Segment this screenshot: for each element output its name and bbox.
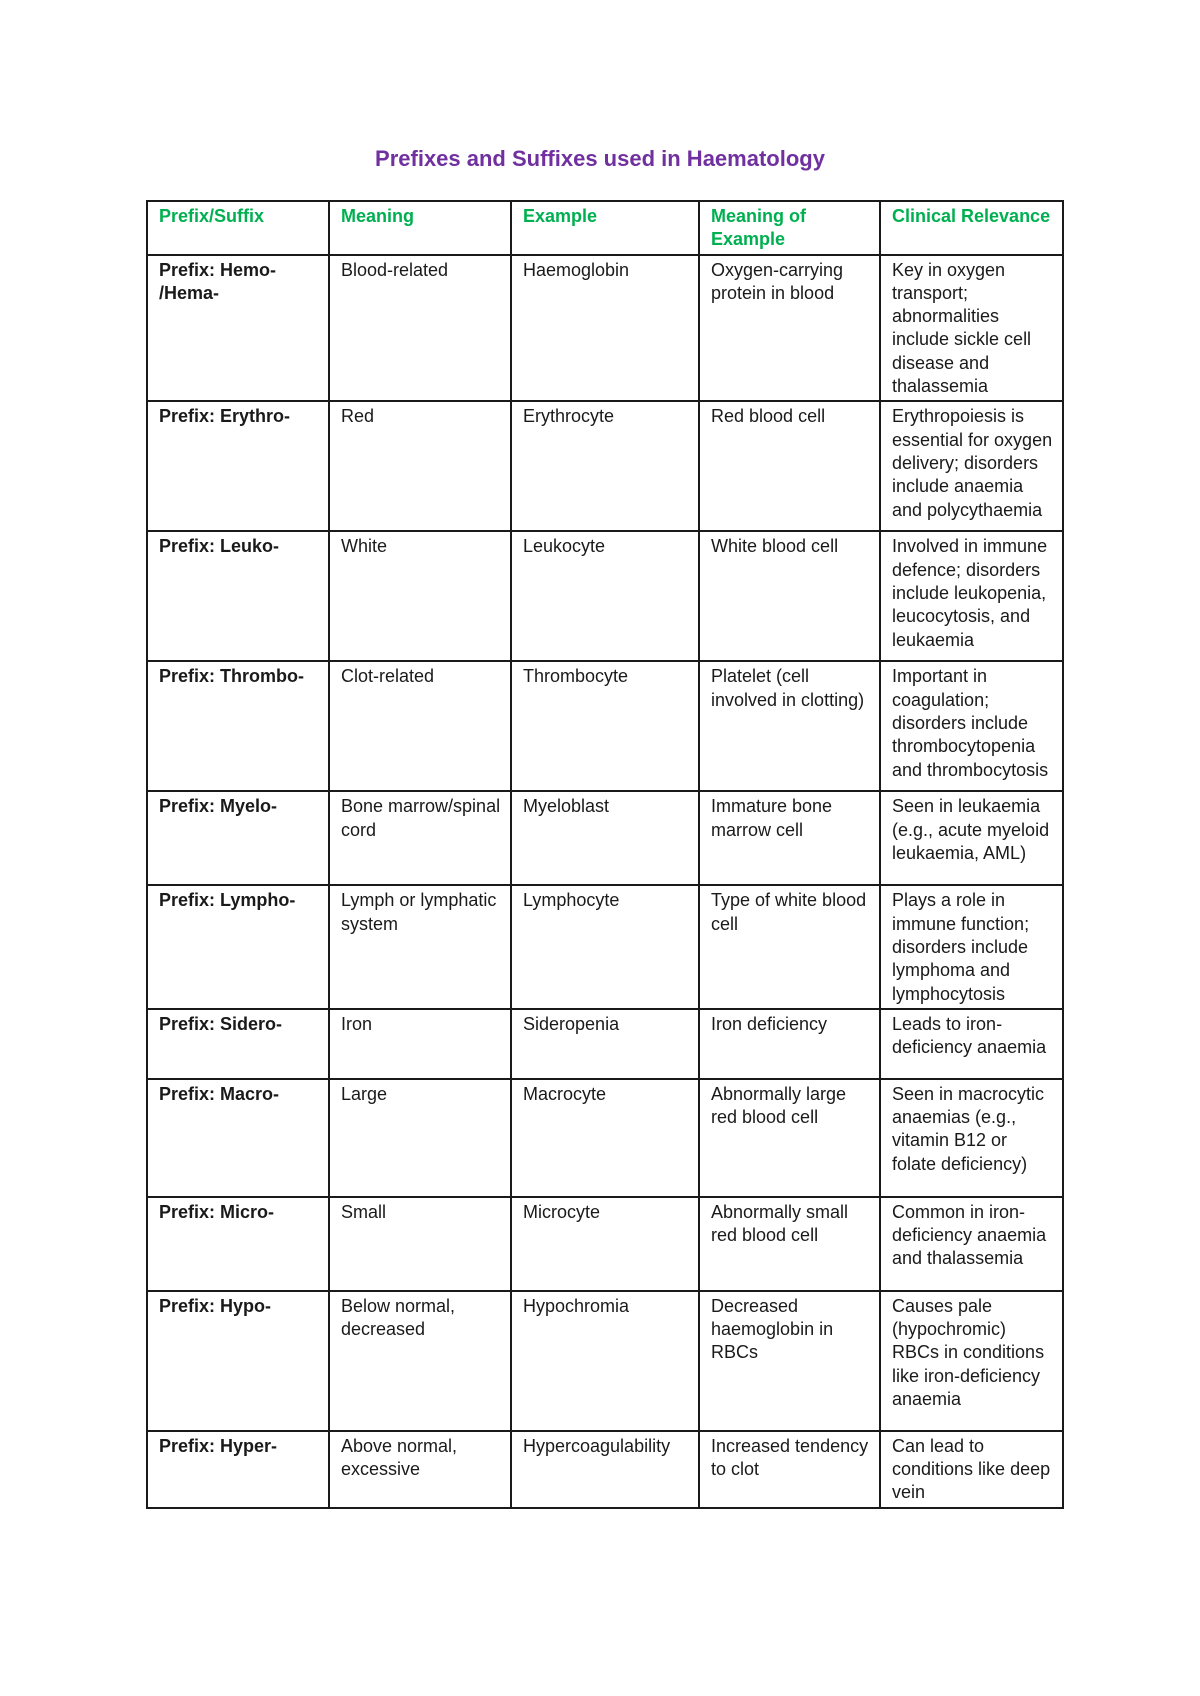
- table-row: [147, 791, 1063, 885]
- example-meaning-cell: Red blood cell: [699, 401, 880, 531]
- example-cell: Lymphocyte: [511, 885, 699, 1008]
- table-row: [147, 1431, 1063, 1508]
- example-meaning-cell: Type of white blood cell: [699, 885, 880, 1008]
- haematology-terms-table: [146, 200, 1064, 1509]
- header-prefix-suffix: Prefix/Suffix: [147, 201, 329, 255]
- example-cell: Hypochromia: [511, 1291, 699, 1431]
- table-row: [147, 1009, 1063, 1079]
- term-cell: Prefix: Hyper-: [147, 1431, 329, 1508]
- meaning-cell: Iron: [329, 1009, 511, 1079]
- example-cell: Haemoglobin: [511, 255, 699, 402]
- header-clinical-relevance: Clinical Relevance: [880, 201, 1063, 255]
- clinical-relevance-cell: Erythropoiesis is essential for oxygen delivery; disorders include anaemia and polycythaemia: [880, 401, 1063, 531]
- meaning-cell: White: [329, 531, 511, 661]
- example-meaning-cell: Iron deficiency: [699, 1009, 880, 1079]
- example-meaning-cell: Abnormally large red blood cell: [699, 1079, 880, 1197]
- meaning-cell: Above normal, excessive: [329, 1431, 511, 1508]
- term-cell: Prefix: Thrombo-: [147, 661, 329, 791]
- example-cell: Sideropenia: [511, 1009, 699, 1079]
- meaning-cell: Below normal, decreased: [329, 1291, 511, 1431]
- page-title: Prefixes and Suffixes used in Haematology: [375, 146, 825, 171]
- table-row: [147, 401, 1063, 531]
- clinical-relevance-cell: Plays a role in immune function; disorders include lymphoma and lymphocytosis: [880, 885, 1063, 1008]
- term-cell: Prefix: Lympho-: [147, 885, 329, 1008]
- meaning-cell: Small: [329, 1197, 511, 1291]
- meaning-cell: Lymph or lymphatic system: [329, 885, 511, 1008]
- term-cell: Prefix: Sidero-: [147, 1009, 329, 1079]
- table-row: [147, 1291, 1063, 1431]
- clinical-relevance-cell: Seen in macrocytic anaemias (e.g., vitamin B12 or folate deficiency): [880, 1079, 1063, 1197]
- clinical-relevance-cell: Seen in leukaemia (e.g., acute myeloid leukaemia, AML): [880, 791, 1063, 885]
- meaning-cell: Red: [329, 401, 511, 531]
- table-header-row: [147, 201, 1063, 255]
- header-example: Example: [511, 201, 699, 255]
- clinical-relevance-cell: Leads to iron-deficiency anaemia: [880, 1009, 1063, 1079]
- example-meaning-cell: Abnormally small red blood cell: [699, 1197, 880, 1291]
- example-meaning-cell: Immature bone marrow cell: [699, 791, 880, 885]
- clinical-relevance-cell: Involved in immune defence; disorders include leukopenia, leucocytosis, and leukaemia: [880, 531, 1063, 661]
- example-cell: Microcyte: [511, 1197, 699, 1291]
- example-cell: Myeloblast: [511, 791, 699, 885]
- meaning-cell: Clot-related: [329, 661, 511, 791]
- header-meaning: Meaning: [329, 201, 511, 255]
- example-meaning-cell: White blood cell: [699, 531, 880, 661]
- example-meaning-cell: Oxygen-carrying protein in blood: [699, 255, 880, 402]
- example-cell: Thrombocyte: [511, 661, 699, 791]
- clinical-relevance-cell: Key in oxygen transport; abnormalities include sickle cell disease and thalassemia: [880, 255, 1063, 402]
- term-cell: Prefix: Leuko-: [147, 531, 329, 661]
- term-cell: Prefix: Erythro-: [147, 401, 329, 531]
- term-cell: Prefix: Hemo- /Hema-: [147, 255, 329, 402]
- table-row: [147, 531, 1063, 661]
- table-row: [147, 885, 1063, 1008]
- clinical-relevance-cell: Common in iron-deficiency anaemia and thalassemia: [880, 1197, 1063, 1291]
- term-cell: Prefix: Micro-: [147, 1197, 329, 1291]
- meaning-cell: Bone marrow/spinal cord: [329, 791, 511, 885]
- example-meaning-cell: Increased tendency to clot: [699, 1431, 880, 1508]
- meaning-cell: Blood-related: [329, 255, 511, 402]
- table-row: [147, 1197, 1063, 1291]
- term-cell: Prefix: Macro-: [147, 1079, 329, 1197]
- term-cell: Prefix: Hypo-: [147, 1291, 329, 1431]
- table-row: [147, 661, 1063, 791]
- header-meaning-of-example: Meaning of Example: [699, 201, 880, 255]
- example-meaning-cell: Decreased haemoglobin in RBCs: [699, 1291, 880, 1431]
- example-cell: Leukocyte: [511, 531, 699, 661]
- table-row: [147, 255, 1063, 402]
- example-meaning-cell: Platelet (cell involved in clotting): [699, 661, 880, 791]
- meaning-cell: Large: [329, 1079, 511, 1197]
- example-cell: Macrocyte: [511, 1079, 699, 1197]
- term-cell: Prefix: Myelo-: [147, 791, 329, 885]
- clinical-relevance-cell: Important in coagulation; disorders include thrombocytopenia and thrombocytosis: [880, 661, 1063, 791]
- example-cell: Hypercoagulability: [511, 1431, 699, 1508]
- example-cell: Erythrocyte: [511, 401, 699, 531]
- clinical-relevance-cell: Causes pale (hypochromic) RBCs in conditions like iron-deficiency anaemia: [880, 1291, 1063, 1431]
- clinical-relevance-cell: Can lead to conditions like deep vein: [880, 1431, 1063, 1508]
- table-row: [147, 1079, 1063, 1197]
